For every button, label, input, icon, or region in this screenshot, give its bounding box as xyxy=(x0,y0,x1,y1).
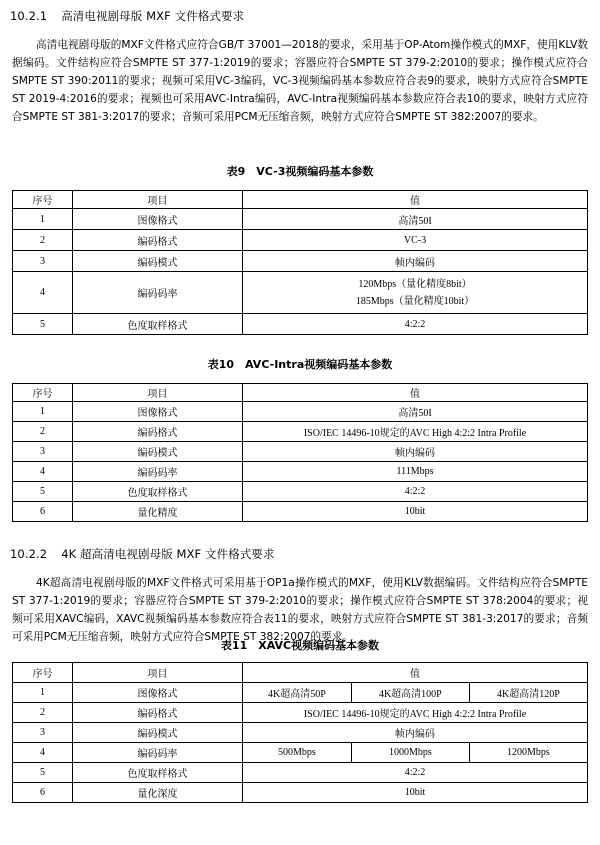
row-number: 4 xyxy=(13,272,73,314)
header-cell: 序号 xyxy=(13,384,73,402)
table-row xyxy=(13,230,588,251)
row-value: ISO/IEC 14496-10规定的AVC High 4:2:2 Intra Profile xyxy=(243,422,588,442)
table-row xyxy=(13,251,588,272)
row-value: 111Mbps xyxy=(243,462,588,482)
row-number: 2 xyxy=(13,422,73,442)
table-row xyxy=(13,703,588,723)
value-line: 120Mbps（量化精度8bit） xyxy=(358,278,472,290)
row-item: 编码码率 xyxy=(73,462,243,482)
section-title: 4K 超高清电视剧母版 MXF 文件格式要求 xyxy=(61,547,275,561)
row-value: 帧内编码 xyxy=(243,251,588,272)
header-cell: 序号 xyxy=(13,191,73,209)
row-value: 帧内编码 xyxy=(243,723,588,743)
section-heading-10-2-2 xyxy=(10,546,275,562)
row-number: 2 xyxy=(13,230,73,251)
table-caption: 表11 XAVC视频编码基本参数 xyxy=(220,639,380,652)
row-value: 1200Mbps xyxy=(469,743,587,763)
table-row xyxy=(13,462,588,482)
row-item: 色度取样格式 xyxy=(73,763,243,783)
table-row xyxy=(13,743,588,763)
row-number: 5 xyxy=(13,314,73,335)
section-paragraph xyxy=(12,36,588,126)
row-number: 4 xyxy=(13,462,73,482)
header-cell: 值 xyxy=(243,191,588,209)
row-value: 4K超高清50P xyxy=(243,683,352,703)
table-caption: 表9 VC-3视频编码基本参数 xyxy=(226,165,374,178)
table-row xyxy=(13,723,588,743)
row-number: 4 xyxy=(13,743,73,763)
table-row xyxy=(13,402,588,422)
table-11 xyxy=(12,662,588,803)
section-title: 高清电视剧母版 MXF 文件格式要求 xyxy=(61,9,245,23)
row-value: 4:2:2 xyxy=(243,763,588,783)
table-header-row xyxy=(13,191,588,209)
row-value: 4:2:2 xyxy=(243,314,588,335)
row-item: 图像格式 xyxy=(73,209,243,230)
row-value: ISO/IEC 14496-10规定的AVC High 4:2:2 Intra Profile xyxy=(243,703,588,723)
section-paragraph xyxy=(12,574,588,646)
table-row xyxy=(13,272,588,314)
row-item: 编码模式 xyxy=(73,442,243,462)
table-row xyxy=(13,683,588,703)
row-number: 5 xyxy=(13,482,73,502)
table-row xyxy=(13,209,588,230)
row-number: 2 xyxy=(13,703,73,723)
table-header-row xyxy=(13,384,588,402)
row-number: 3 xyxy=(13,723,73,743)
table-row xyxy=(13,502,588,522)
header-cell: 项目 xyxy=(73,191,243,209)
value-line: 185Mbps（量化精度10bit） xyxy=(355,295,475,307)
header-cell: 序号 xyxy=(13,663,73,683)
paragraph-text: 高清电视剧母版的MXF文件格式应符合GB/T 37001—2018的要求，采用基于OP-Atom操作模式的MXF，使用KLV数据编码。文件结构应符合SMPTE ST 377-1:2019的要求；容器应符合SMPTE ST 379-2:2010的要求；操作模式应符合SMPTE ST 390:2011的要求；视频可采用VC-3编码，VC-3视频编码基本参数应符合表9的要求，映射方式应符合SMPTE ST 2019-4:2016的要求；视频也可采用AVC-Intra编码，AVC-Intra视频编码基本参数应符合表10的要求，映射方式应符合SMPTE ST 381-3:2017的要求；音频可采用PCM无压缩音频，映射方式应符合SMPTE ST 382:2007的要求。 xyxy=(12,39,588,123)
row-value: 500Mbps xyxy=(243,743,352,763)
row-value: 10bit xyxy=(243,502,588,522)
row-item: 编码格式 xyxy=(73,703,243,723)
row-number: 6 xyxy=(13,783,73,803)
row-value: 4:2:2 xyxy=(243,482,588,502)
row-item: 量化精度 xyxy=(73,502,243,522)
table-row xyxy=(13,482,588,502)
table-row xyxy=(13,763,588,783)
row-item: 图像格式 xyxy=(73,402,243,422)
row-item: 量化深度 xyxy=(73,783,243,803)
row-item: 编码格式 xyxy=(73,422,243,442)
row-number: 1 xyxy=(13,402,73,422)
row-item: 编码码率 xyxy=(73,272,243,314)
row-item: 编码模式 xyxy=(73,251,243,272)
table-row xyxy=(13,314,588,335)
row-item: 编码格式 xyxy=(73,230,243,251)
row-number: 3 xyxy=(13,251,73,272)
row-value: 4K超高清120P xyxy=(469,683,587,703)
row-value: VC-3 xyxy=(243,230,588,251)
row-number: 1 xyxy=(13,683,73,703)
section-number: 10.2.1 xyxy=(10,9,48,23)
table-row xyxy=(13,783,588,803)
row-value: 帧内编码 xyxy=(243,442,588,462)
paragraph-text: 4K超高清电视剧母版的MXF文件格式可采用基于OP1a操作模式的MXF，使用KLV数据编码。文件结构应符合SMPTE ST 377-1:2019的要求；容器应符合SMPTE ST 379-2:2010的要求；操作模式应符合SMPTE ST 378:2004的要求；视频可采用XAVC编码，XAVC视频编码基本参数应符合表11的要求，映射方式应符合SMPTE ST 381-3:2017的要求；音频可采用PCM无压缩音频，映射方式应符合SMPTE ST 382:2007的要求。 xyxy=(12,577,588,643)
row-value xyxy=(243,272,588,314)
table-10 xyxy=(12,383,588,522)
table-9 xyxy=(12,190,588,335)
table-row xyxy=(13,442,588,462)
row-item: 色度取样格式 xyxy=(73,482,243,502)
row-value: 高清50I xyxy=(243,209,588,230)
header-cell: 项目 xyxy=(73,384,243,402)
section-heading-10-2-1 xyxy=(10,8,244,24)
row-value: 10bit xyxy=(243,783,588,803)
row-value: 4K超高清100P xyxy=(351,683,469,703)
row-number: 5 xyxy=(13,763,73,783)
row-item: 色度取样格式 xyxy=(73,314,243,335)
row-value: 高清50I xyxy=(243,402,588,422)
table-header-row xyxy=(13,663,588,683)
header-cell: 值 xyxy=(243,663,588,683)
row-number: 1 xyxy=(13,209,73,230)
row-number: 3 xyxy=(13,442,73,462)
row-item: 编码码率 xyxy=(73,743,243,763)
section-number: 10.2.2 xyxy=(10,547,48,561)
header-cell: 值 xyxy=(243,384,588,402)
row-item: 编码模式 xyxy=(73,723,243,743)
table-row xyxy=(13,422,588,442)
row-value: 1000Mbps xyxy=(351,743,469,763)
table-caption: 表10 AVC-Intra视频编码基本参数 xyxy=(207,358,393,371)
row-number: 6 xyxy=(13,502,73,522)
row-item: 图像格式 xyxy=(73,683,243,703)
header-cell: 项目 xyxy=(73,663,243,683)
